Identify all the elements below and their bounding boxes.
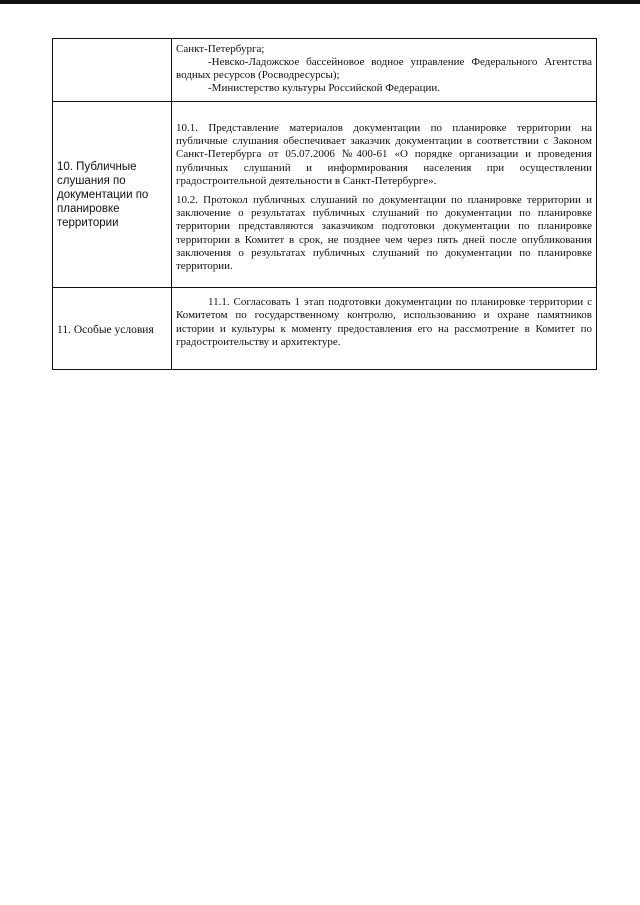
row-label-cell xyxy=(53,288,172,370)
row-label: 11. Особые условия xyxy=(57,323,154,336)
row-content-cell xyxy=(172,288,597,370)
row-label: 10. Публичные слушания по документации по планировке территории xyxy=(57,160,149,229)
requirements-table xyxy=(52,38,597,370)
paragraph: 10.2. Протокол публичных слушаний по документации по планировке территории и заключение о результатах публичных слушаний по документации по планировке территории представляются заказчиком подготовки документации по планировке территории в Комитет в срок, не позднее чем через пять дней после опубликования заключения о результатах публичных слушаний по документации по планировке территории. xyxy=(176,194,592,273)
top-border-rule xyxy=(0,0,640,4)
paragraph: -Невско-Ладожское бассейновое водное управление Федерального Агентства водных ресурсов (Росводресурсы); xyxy=(176,55,592,81)
table-row xyxy=(53,39,597,102)
paragraph: 10.1. Представление материалов документации по планировке территории на публичные слушания обеспечивает заказчик документации в соответствии с Законом Санкт-Петербурга от 05.07.2006 №400-61 «О порядке организации и проведения публичных слушаний и информирования населения при осуществлении градостроительной деятельности в Санкт-Петербурге». xyxy=(176,122,592,187)
row-label-cell xyxy=(53,102,172,288)
row-label-cell xyxy=(53,39,172,102)
paragraph: Санкт-Петербурга; xyxy=(176,42,265,55)
paragraph: -Министерство культуры Российской Федерации. xyxy=(208,82,440,95)
table-row xyxy=(53,102,597,288)
paragraph: 11.1. Согласовать 1 этап подготовки документации по планировке территории с Комитетом по государственному контролю, использованию и охране памятников истории и культуры к моменту предоставления его на рассмотрение в Комитет по градостроительству и архитектуре. xyxy=(176,296,592,348)
row-content-cell xyxy=(172,39,597,102)
table-row xyxy=(53,288,597,370)
row-content-cell xyxy=(172,102,597,288)
